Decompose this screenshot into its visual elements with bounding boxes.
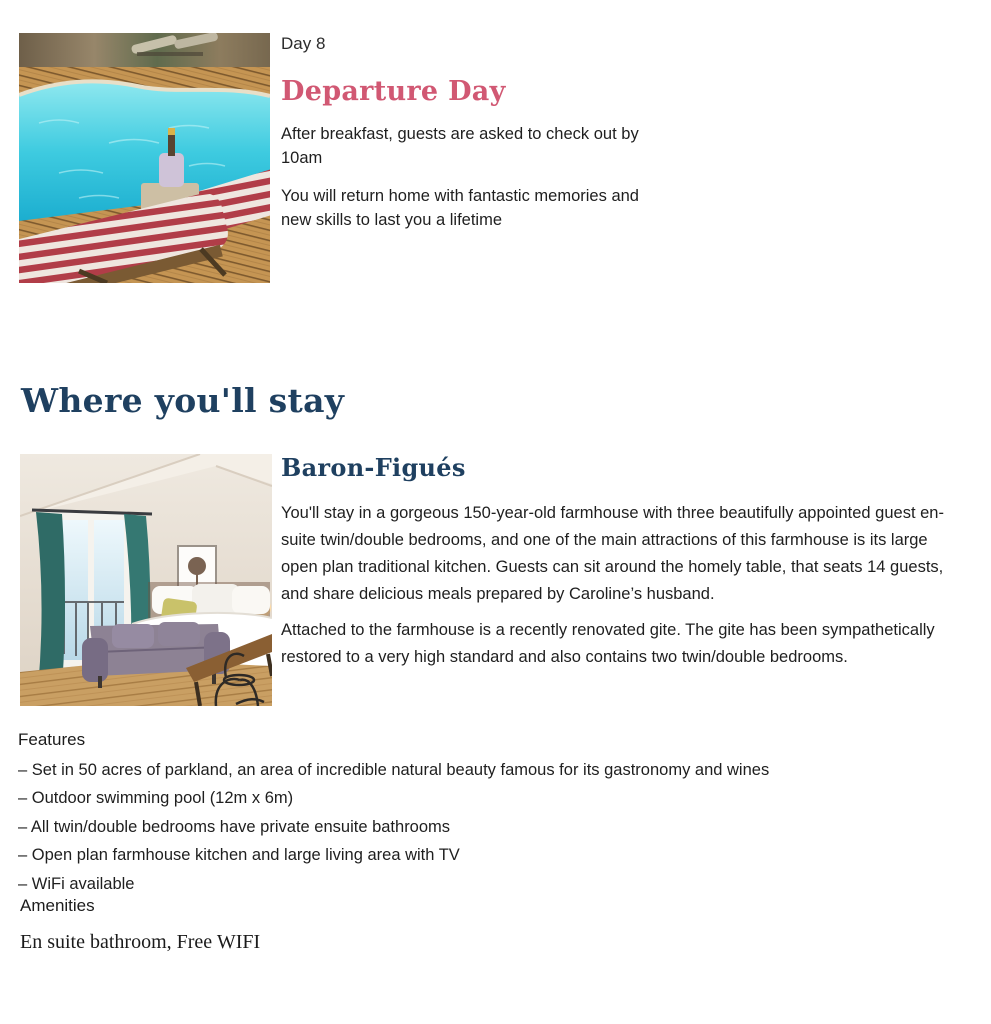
day-title: Departure Day: [281, 76, 506, 108]
bullet-dash: –: [18, 760, 28, 779]
feature-item: [18, 784, 973, 813]
feature-text: WiFi available: [31, 874, 135, 893]
pool-photo-illustration: [19, 33, 270, 283]
property-paragraph: Attached to the farmhouse is a recently renovated gite. The gite has been sympathetically restored to a very high standard and also contains two twin/double bedrooms.: [281, 621, 935, 667]
amenities-heading: Amenities: [20, 896, 95, 915]
features-heading: Features: [18, 730, 86, 749]
bullet-dash: –: [18, 789, 28, 808]
features-list: [18, 756, 973, 899]
day-paragraph: You will return home with fantastic memories and new skills to last you a lifetime: [281, 186, 639, 230]
feature-text: Outdoor swimming pool (12m x 6m): [31, 789, 294, 808]
feature-text: All twin/double bedrooms have private ensuite bathrooms: [30, 817, 451, 836]
bullet-dash: –: [18, 846, 28, 865]
feature-text: Set in 50 acres of parkland, an area of incredible natural beauty famous for its gastronomy and wines: [31, 760, 770, 779]
where-youll-stay-heading: Where you'll stay: [21, 381, 345, 420]
features-section: [18, 728, 973, 898]
bedroom-photo-illustration: [20, 454, 272, 706]
feature-item: [18, 841, 973, 870]
amenities-section: [20, 894, 260, 955]
feature-text: Open plan farmhouse kitchen and large living area with TV: [31, 846, 460, 865]
amenities-value: En suite bathroom, Free WIFI: [20, 930, 261, 953]
day-label: Day 8: [281, 34, 326, 53]
bullet-dash: –: [18, 874, 28, 893]
day-8-section: [281, 33, 681, 232]
day-paragraph: After breakfast, guests are asked to check out by 10am: [281, 124, 639, 168]
property-paragraph: You'll stay in a gorgeous 150-year-old farmhouse with three beautifully appointed guest en-suite twin/double bedrooms, and one of the main attractions of this farmhouse is its large open plan traditional kitchen. Guests can sit around the homely table, that seats 14 guests, and share delicious meals prepared by Caroline’s husband.: [281, 504, 944, 604]
property-name: Baron-Figués: [281, 453, 466, 482]
bullet-dash: –: [18, 817, 28, 836]
pool-photo: [19, 33, 270, 283]
property-section: [281, 452, 946, 671]
bedroom-photo: [20, 454, 272, 706]
feature-item: [18, 813, 973, 842]
feature-item: [18, 756, 973, 785]
